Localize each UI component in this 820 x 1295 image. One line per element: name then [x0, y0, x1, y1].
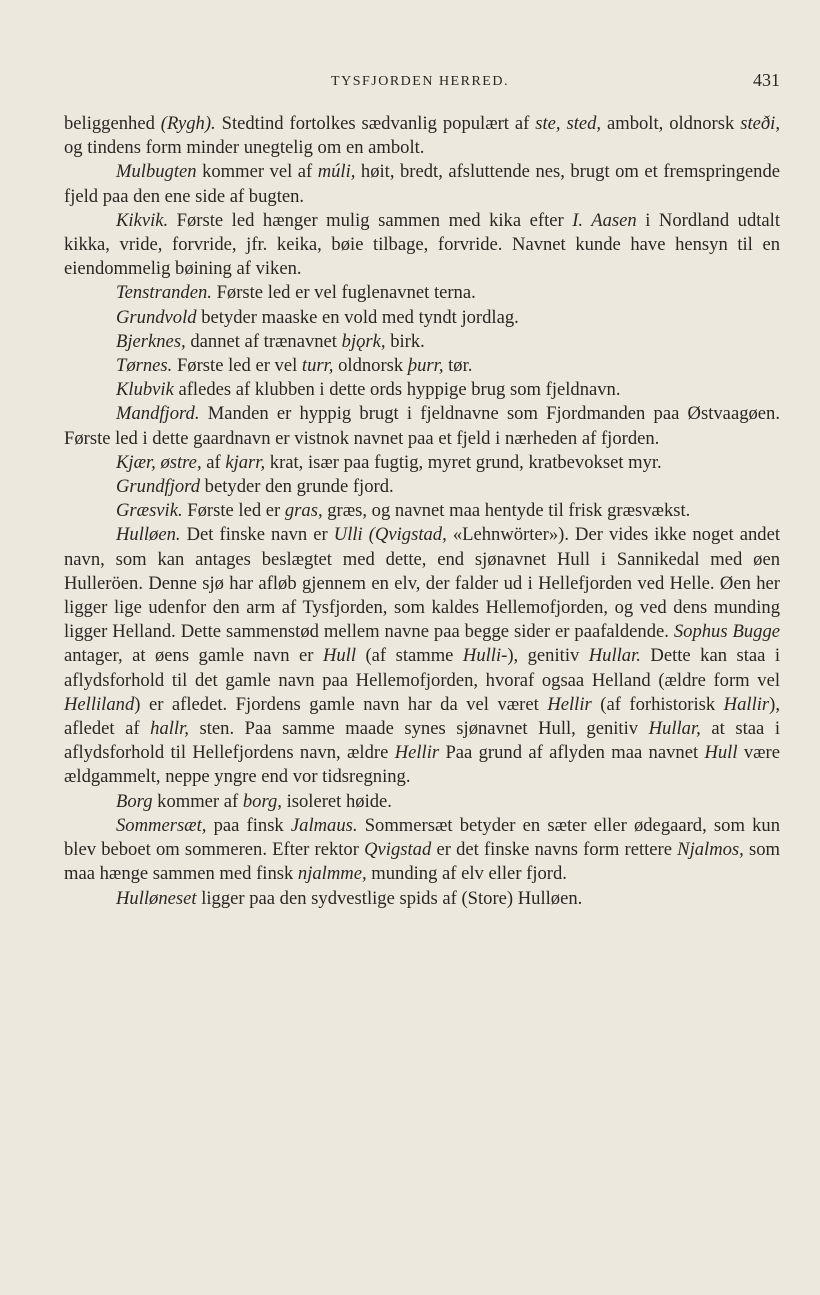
paragraph [64, 523, 780, 789]
text-segment: græs, og navnet maa hentyde til frisk græsvækst. [322, 500, 691, 522]
text-segment: krat, især paa fugtig, myret grund, kratbevokset myr. [265, 451, 662, 473]
italic-term: Bjerknes, [116, 330, 186, 352]
text-segment: (af stamme [356, 645, 463, 667]
italic-term: Hulløneset [116, 887, 197, 909]
text-segment: antager, at øens gamle navn er [64, 645, 323, 667]
text-segment: og tindens form minder unegtelig om en ambolt. [64, 137, 425, 159]
italic-term: hallr, [150, 718, 189, 740]
italic-term: Klubvik [116, 379, 174, 401]
paragraph [64, 790, 780, 814]
text-segment: ), genitiv [507, 645, 589, 667]
text-segment: Sommersæt betyder en sæter eller ødegaard, som kun blev beboet om sommeren. Efter rektor [64, 814, 780, 861]
text-segment: oldnorsk [333, 355, 408, 377]
text-segment: i Nordland udtalt kikka, vride, forvride, jfr. keika, bøie tilbage, forvride. Navnet kunde have hensyn til en eiendommelig bøining af viken. [64, 209, 780, 280]
italic-term: Borg [116, 790, 153, 812]
body-text [64, 112, 780, 911]
text-segment: Første led er [182, 500, 285, 522]
italic-term: (Rygh). [160, 113, 216, 134]
italic-term: Sommersæt, [116, 814, 207, 836]
text-segment: Paa grund af aflyden maa navnet [439, 742, 705, 764]
italic-term: Hellir [547, 693, 592, 715]
italic-term: Hull [704, 742, 738, 764]
text-segment: (af forhistorisk [591, 693, 724, 715]
paragraph [64, 451, 780, 475]
italic-term: Hulli- [462, 645, 508, 667]
italic-term: Hullar. [588, 645, 641, 667]
running-header [60, 70, 780, 94]
text-segment: af [201, 451, 226, 473]
text-segment: Første led er vel [172, 355, 302, 377]
text-segment: betyder maaske en vold med tyndt jordlag. [196, 306, 519, 328]
italic-term: Græsvik. [116, 500, 183, 522]
paragraph [64, 887, 780, 911]
text-segment: paa finsk [206, 814, 291, 836]
italic-term: I. Aasen [572, 209, 637, 231]
text-segment: afledes af klubben i dette ords hyppige brug som fjeldnavn. [173, 379, 621, 401]
text-segment: kommer af [152, 790, 243, 812]
text-segment: beliggenhed [64, 113, 161, 134]
text-segment: «Lehnwörter»). Der vides ikke noget andet navn, som kan antages beslægtet med dette, end sjønavnet Hull i Sannikedal med øen Hulleröen. Denne sjø har afløb gjennem en elv, der falder ud i Hellefjorden ved Helle. Øen her ligger lige udenfor den arm af Tysfjorden, som kaldes Hellemofjorden, og ved dens munding ligger Helland. Dette sammenstød mellem navne paa begge sider er paafaldende. [64, 524, 781, 643]
text-segment: at staa i aflydsforhold til Hellefjordens navn, ældre [64, 718, 780, 764]
italic-term: Njalmos, [677, 839, 744, 861]
paragraph [64, 209, 780, 282]
italic-term: Jalmaus. [290, 814, 358, 836]
italic-term: Hullar, [648, 718, 701, 740]
text-segment: sten. Paa samme maade synes sjønavnet Hull, genitiv [188, 718, 649, 740]
paragraph [64, 330, 780, 354]
text-segment: tør. [443, 355, 473, 377]
italic-term: Tørnes. [116, 355, 173, 377]
italic-term: Grundvold [116, 306, 197, 328]
text-segment: ambolt, oldnorsk [601, 113, 741, 134]
italic-term: Ulli (Qvigstad, [333, 524, 447, 546]
italic-term: ste, sted, [535, 113, 602, 134]
text-segment: dannet af trænavnet [185, 330, 342, 352]
italic-term: Hellir [394, 742, 440, 764]
paragraph [64, 281, 780, 305]
text-segment: Første led er vel fuglenavnet terna. [211, 282, 476, 304]
text-segment: ) er afledet. Fjordens gamle navn har da vel været [134, 693, 548, 715]
paragraph [64, 354, 780, 378]
text-segment: Stedtind fortolkes sædvanlig populært af [215, 113, 536, 134]
paragraph [64, 814, 780, 887]
paragraph [64, 112, 780, 160]
text-segment: birk. [385, 330, 425, 352]
text-segment: høit, bredt, afsluttende nes, brugt om et fremspringende fjeld paa den ene side af bugten. [64, 161, 780, 207]
italic-term: kjarr, [225, 451, 266, 473]
text-segment: ), afledet af [64, 693, 780, 740]
paragraph [64, 378, 780, 402]
text-segment: isoleret høide. [281, 790, 392, 812]
italic-term: Sophus Bugge [673, 621, 781, 643]
text-segment: Dette kan staa i aflydsforhold til det gamle navn paa Hellemofjorden, hvoraf ogsaa Helland (ældre form vel [64, 645, 780, 691]
italic-term: Hulløen. [116, 524, 181, 546]
text-segment: Det finske navn er [180, 524, 334, 546]
italic-term: múli, [317, 161, 356, 183]
italic-term: Tenstranden. [116, 282, 212, 304]
italic-term: gras, [284, 500, 323, 522]
paragraph [64, 402, 780, 450]
italic-term: Kjær, østre, [116, 451, 202, 473]
text-segment: Første led hænger mulig sammen med kika efter [168, 209, 573, 231]
text-segment: munding af elv eller fjord. [366, 863, 567, 885]
italic-term: Hallir [723, 693, 770, 715]
text-segment: som maa hænge sammen med finsk [64, 839, 780, 885]
paragraph [64, 306, 780, 330]
italic-term: þurr, [407, 355, 444, 377]
text-segment: ligger paa den sydvestlige spids af (Store) Hulløen. [196, 887, 583, 909]
italic-term: turr, [301, 355, 334, 377]
paragraph [64, 160, 780, 208]
italic-term: njalmme, [297, 863, 367, 885]
text-segment: Manden er hyppig brugt i fjeldnavne som Fjordmanden paa Østvaagøen. Første led i dette gaardnavn er vistnok navnet paa et fjeld i nærheden af fjorden. [64, 403, 780, 449]
paragraph [64, 499, 780, 523]
page-number: 431 [753, 70, 780, 90]
italic-term: Kikvik. [116, 209, 169, 231]
italic-term: Mandfjord. [116, 403, 200, 425]
italic-term: Helliland [64, 693, 135, 715]
paragraph [64, 475, 780, 499]
italic-term: borg, [242, 790, 282, 812]
text-segment: betyder den grunde fjord. [200, 476, 394, 498]
text-segment: være ældgammelt, neppe yngre end vor tidsregning. [64, 742, 780, 788]
header-title: TYSFJORDEN HERRED. [331, 74, 509, 89]
italic-term: Grundfjord [116, 476, 201, 498]
italic-term: Qvigstad [364, 839, 432, 861]
text-segment: kommer vel af [196, 161, 318, 183]
italic-term: bjǫrk, [341, 330, 386, 352]
italic-term: steði, [740, 113, 780, 134]
italic-term: Hull [322, 645, 357, 667]
text-segment: er det finske navns form rettere [431, 839, 678, 861]
italic-term: Mulbugten [116, 161, 197, 183]
